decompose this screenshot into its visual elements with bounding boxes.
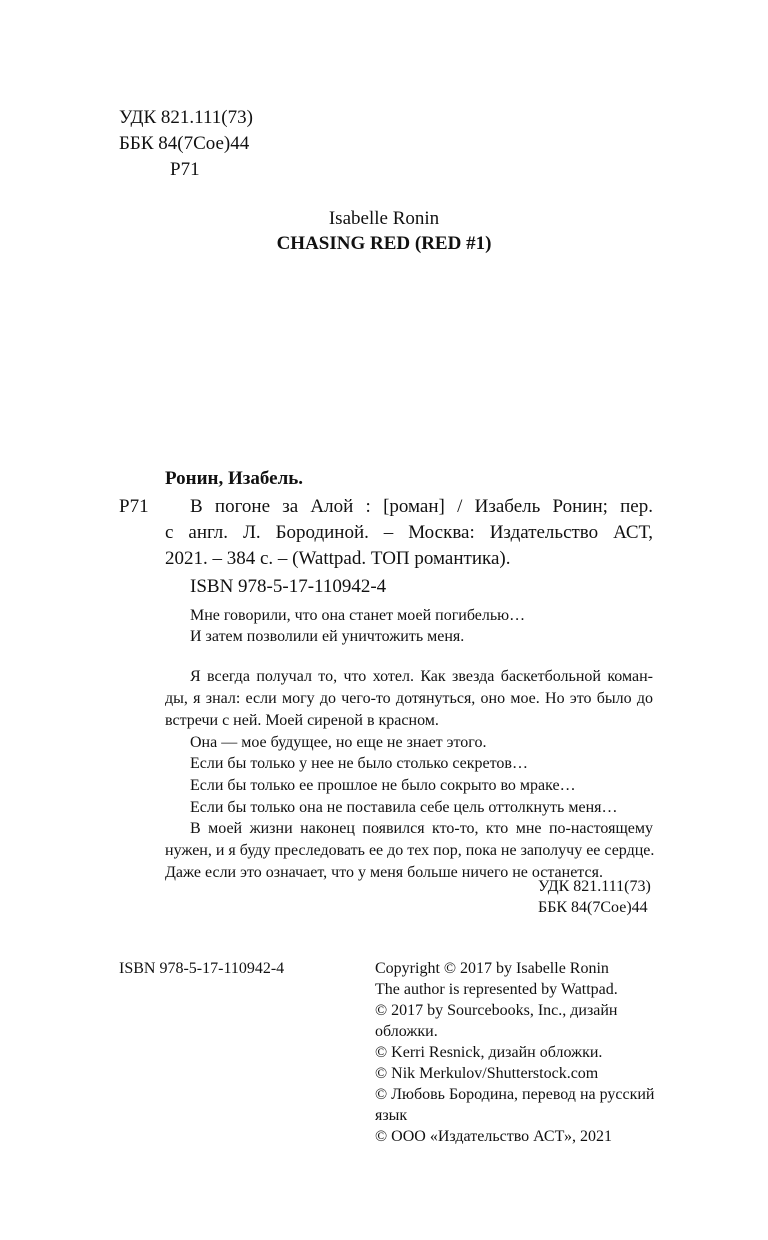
copyright-line: обложки. [375, 1023, 438, 1040]
author-sign-code: Р71 [170, 159, 200, 180]
annotation-line: Даже если это означает, что у меня больше ничего не останется. [165, 864, 603, 881]
bibliography-code: Р71 [119, 496, 149, 517]
annotation-line: Я всегда получал то, что хотел. Как звезда баскетбольной коман- [190, 668, 653, 685]
bibliography-heading: Ронин, Изабель. [165, 468, 304, 489]
annotation-udk-code: УДК 821.111(73) [538, 878, 651, 895]
bibliography-isbn: ISBN 978-5-17-110942-4 [190, 576, 387, 597]
book-author: Isabelle Ronin [328, 208, 440, 229]
annotation-line: Если бы только ее прошлое не было сокрыто во мраке… [190, 777, 576, 794]
copyright-line: © 2017 by Sourcebooks, Inc., дизайн [375, 1002, 618, 1019]
copyright-line: язык [375, 1107, 408, 1124]
udk-code: УДК 821.111(73) [119, 107, 253, 128]
copyright-line: © Любовь Бородина, перевод на русский [375, 1086, 655, 1103]
annotation-bbk-code: ББК 84(7Сое)44 [538, 899, 648, 916]
annotation-line: Если бы только у нее не было столько секретов… [190, 755, 528, 772]
bbk-code: ББК 84(7Сое)44 [119, 133, 250, 154]
copyright-line: © Kerri Resnick, дизайн обложки. [375, 1044, 603, 1061]
bibliography-line: с англ. Л. Бородиной. – Москва: Издательство АСТ, [165, 522, 653, 543]
footer-isbn: ISBN 978-5-17-110942-4 [119, 960, 285, 977]
annotation-line: нужен, и я буду преследовать ее до тех пор, пока не заполучу ее сердце. [165, 842, 655, 859]
annotation-line: Она — мое будущее, но еще не знает этого. [190, 734, 487, 751]
epigraph-line: И затем позволили ей уничтожить меня. [190, 628, 465, 645]
copyright-line: Copyright © 2017 by Isabelle Ronin [375, 960, 609, 977]
annotation-line: ды, я знал: если могу до чего-то дотянуться, оно мое. Но это было до [165, 690, 653, 707]
copyright-line: © ООО «Издательство АСТ», 2021 [375, 1128, 612, 1145]
bibliography-line: 2021. – 384 с. – (Wattpad. ТОП романтика). [165, 548, 511, 569]
annotation-line: В моей жизни наконец появился кто-то, кто мне по-настоящему [190, 820, 653, 837]
bibliography-line: В погоне за Алой : [роман] / Изабель Ронин; пер. [190, 496, 653, 517]
copyright-line: The author is represented by Wattpad. [375, 981, 618, 998]
book-title: CHASING RED (RED #1) [276, 233, 492, 254]
epigraph-line: Мне говорили, что она станет моей погибелью… [190, 607, 526, 624]
annotation-line: Если бы только она не поставила себе цель оттолкнуть меня… [190, 799, 618, 816]
annotation-line: встречи с ней. Моей сиреной в красном. [165, 712, 439, 729]
copyright-line: © Nik Merkulov/Shutterstock.com [375, 1065, 599, 1082]
